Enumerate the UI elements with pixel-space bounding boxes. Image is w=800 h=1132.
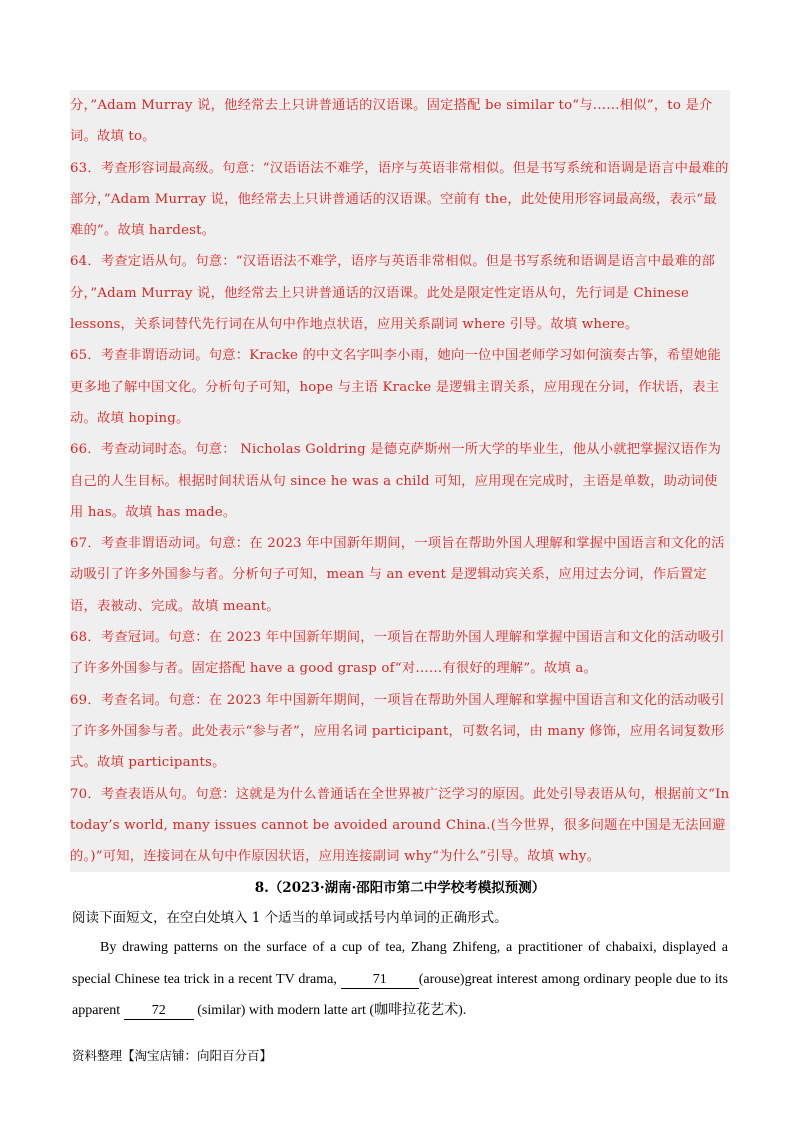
passage-text-1: By drawing patterns on the surface of a cup of tea, Zhang Zhifeng, a practitioner of chabaixi, displayed a special Chinese tea trick in a recent TV drama, — [72, 940, 728, 987]
answer-68: 68．考查冠词。句意：在 2023 年中国新年期间，一项旨在帮助外国人理解和掌握中国语言和文化的活动吸引了许多外国参与者。固定搭配 have a good grasp of“对……有很好的理解”。故填 a。 — [70, 630, 725, 677]
section-heading: 8.（2023·湖南·邵阳市第二中学校考模拟预测） — [254, 880, 546, 896]
answer-65: 65．考查非谓语动词。句意：Kracke 的中文名字叫李小雨，她向一位中国老师学习如何演奏古筝，希望她能更多地了解中国文化。分析句子可知，hope 与主语 Kracke 是逻辑主谓关系，应用现在分词，作状语，表主动。故填 hoping。 — [70, 348, 721, 426]
instruction-text: 阅读下面短文，在空白处填入 1 个适当的单词或括号内单词的正确形式。 — [72, 910, 508, 926]
footer-note: 资料整理【淘宝店铺：向阳百分百】 — [72, 1048, 273, 1063]
passage-text-2: (arouse)great interest among ordinary people due to its apparent — [72, 971, 729, 1018]
answer-explanations — [70, 90, 730, 872]
answer-62-continued: 分，”Adam Murray 说，他经常去上只讲普通话的汉语课。固定搭配 be similar to“与……相似”，to 是介词。故填 to。 — [70, 98, 713, 145]
passage-text-3: (similar) with modern latte art (咖啡拉花艺术). — [197, 1003, 467, 1018]
answer-67: 67．考查非谓语动词。句意：在 2023 年中国新年期间，一项旨在帮助外国人理解和掌握中国语言和文化的活动吸引了许多外国参与者。分析句子可知，mean 与 an event 是逻辑动宾关系，应用过去分词，作后置定语，表被动、完成。故填 meant。 — [70, 536, 725, 614]
blank-72: 72 — [124, 1003, 194, 1020]
answer-69: 69．考查名词。句意：在 2023 年中国新年期间，一项旨在帮助外国人理解和掌握中国语言和文化的活动吸引了许多外国参与者。此处表示“参与者”，应用名词 participant，可数名词，由 many 修饰，应用名词复数形式。故填 participants。 — [70, 692, 725, 771]
reading-passage — [72, 932, 728, 1027]
answer-63: 63．考查形容词最高级。句意：“汉语语法不难学，语序与英语非常相似。但是书写系统和语调是语言中最难的部分，”Adam Murray 说，他经常去上只讲普通话的汉语课。空前有 the，此处使用形容词最高级，表示“最难的”。故填 hardest。 — [70, 160, 729, 239]
answer-64: 64．考查定语从句。句意：“汉语语法不难学，语序与英语非常相似。但是书写系统和语调是语言中最难的部分，”Adam Murray 说，他经常去上只讲普通话的汉语课。此处是限定性定语从句，先行词是 Chinese lessons，关系词替代先行词在从句中作地点状语，应用关系副词 where 引导。故填 where。 — [70, 254, 716, 333]
blank-71: 71 — [341, 972, 419, 989]
answer-70: 70．考查表语从句。句意：这就是为什么普通话在全世界被广泛学习的原因。此处引导表语从句，根据前文“In today’s world, many issues cannot be avoided around China.(当今世界，很多问题在中国是无法回避的。)”可知，连接词在从句中作原因状语，应用连接副词 why“为什么”引导。故填 why。 — [70, 786, 730, 865]
answer-66: 66．考查动词时态。句意： Nicholas Goldring 是德克萨斯州一所大学的毕业生，他从小就把掌握汉语作为自己的人生目标。根据时间状语从句 since he was a child 可知，应用现在完成时，主语是单数，助动词使用 has。故填 has made。 — [70, 442, 722, 520]
